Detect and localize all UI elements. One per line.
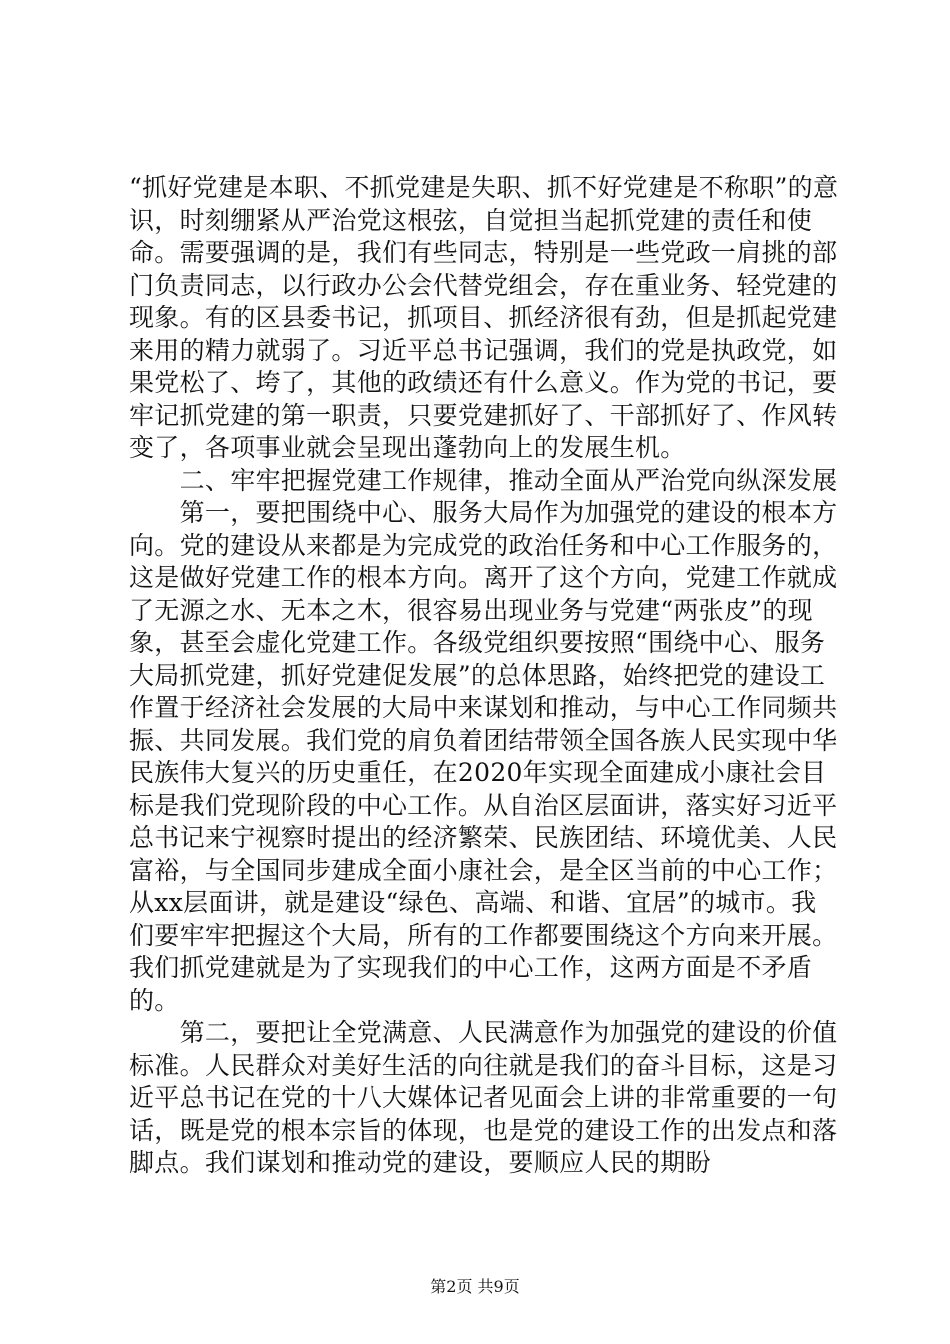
page-number-footer: 第2页 共9页 — [430, 1277, 520, 1296]
paragraph-continuation: “抓好党建是本职、不抓党建是失职、抓不好党建是不称职”的意识，时刻绷紧从严治党这根弦，自觉担当起抓党建的责任和使命。需要强调的是，我们有些同志，特别是一些党政一肩挑的部门负责同志，以行政办公会代替党组会，存在重业务、轻党建的现象。有的区县委书记，抓项目、抓经济很有劲，但是抓起党建来用的精力就弱了。习近平总书记强调，我们的党是执政党，如果党松了、垮了，其他的政绩还有什么意义。作为党的书记，要牢记抓党建的第一职责，只要党建抓好了、干部抓好了、作风转变了，各项事业就会呈现出蓬勃向上的发展生机。 — [129, 173, 839, 462]
paragraph-second-point: 第二，要把让全党满意、人民满意作为加强党的建设的价值标准。人民群众对美好生活的向往就是我们的奋斗目标，这是习近平总书记在党的十八大媒体记者见面会上讲的非常重要的一句话，既是党的根本宗旨的体现，也是党的建设工作的出发点和落脚点。我们谋划和推动党的建设，要顺应人民的期盼 — [129, 1018, 838, 1177]
document-body — [129, 172, 841, 1180]
section-heading: 二、牢牢把握党建工作规律，推动全面从严治党向纵深发展 — [129, 465, 838, 495]
paragraph-first-point: 第一，要把围绕中心、服务大局作为加强党的建设的根本方向。党的建设从来都是为完成党的政治任务和中心工作服务的，这是做好党建工作的根本方向。离开了这个方向，党建工作就成了无源之水、无本之木，很容易出现业务与党建“两张皮”的现象，甚至会虚化党建工作。各级党组织要按照“围绕中心、服务大局抓党建，抓好党建促发展”的总体思路，始终把党的建设工作置于经济社会发展的大局中来谋划和推动，与中心工作同频共振、共同发展。我们党的肩负着团结带领全国各族人民实现中华民族伟大复兴的历史重任，在2020年实现全面建成小康社会目标是我们党现阶段的中心工作。从自治区层面讲，落实好习近平总书记来宁视察时提出的经济繁荣、民族团结、环境优美、人民富裕，与全国同步建成全面小康社会，是全区当前的中心工作；从xx层面讲，就是建设“绿色、高端、和谐、宜居”的城市。我们要牢牢把握这个大局，所有的工作都要围绕这个方向来开展。我们抓党建就是为了实现我们的中心工作，这两方面是不矛盾的。 — [129, 498, 838, 1015]
